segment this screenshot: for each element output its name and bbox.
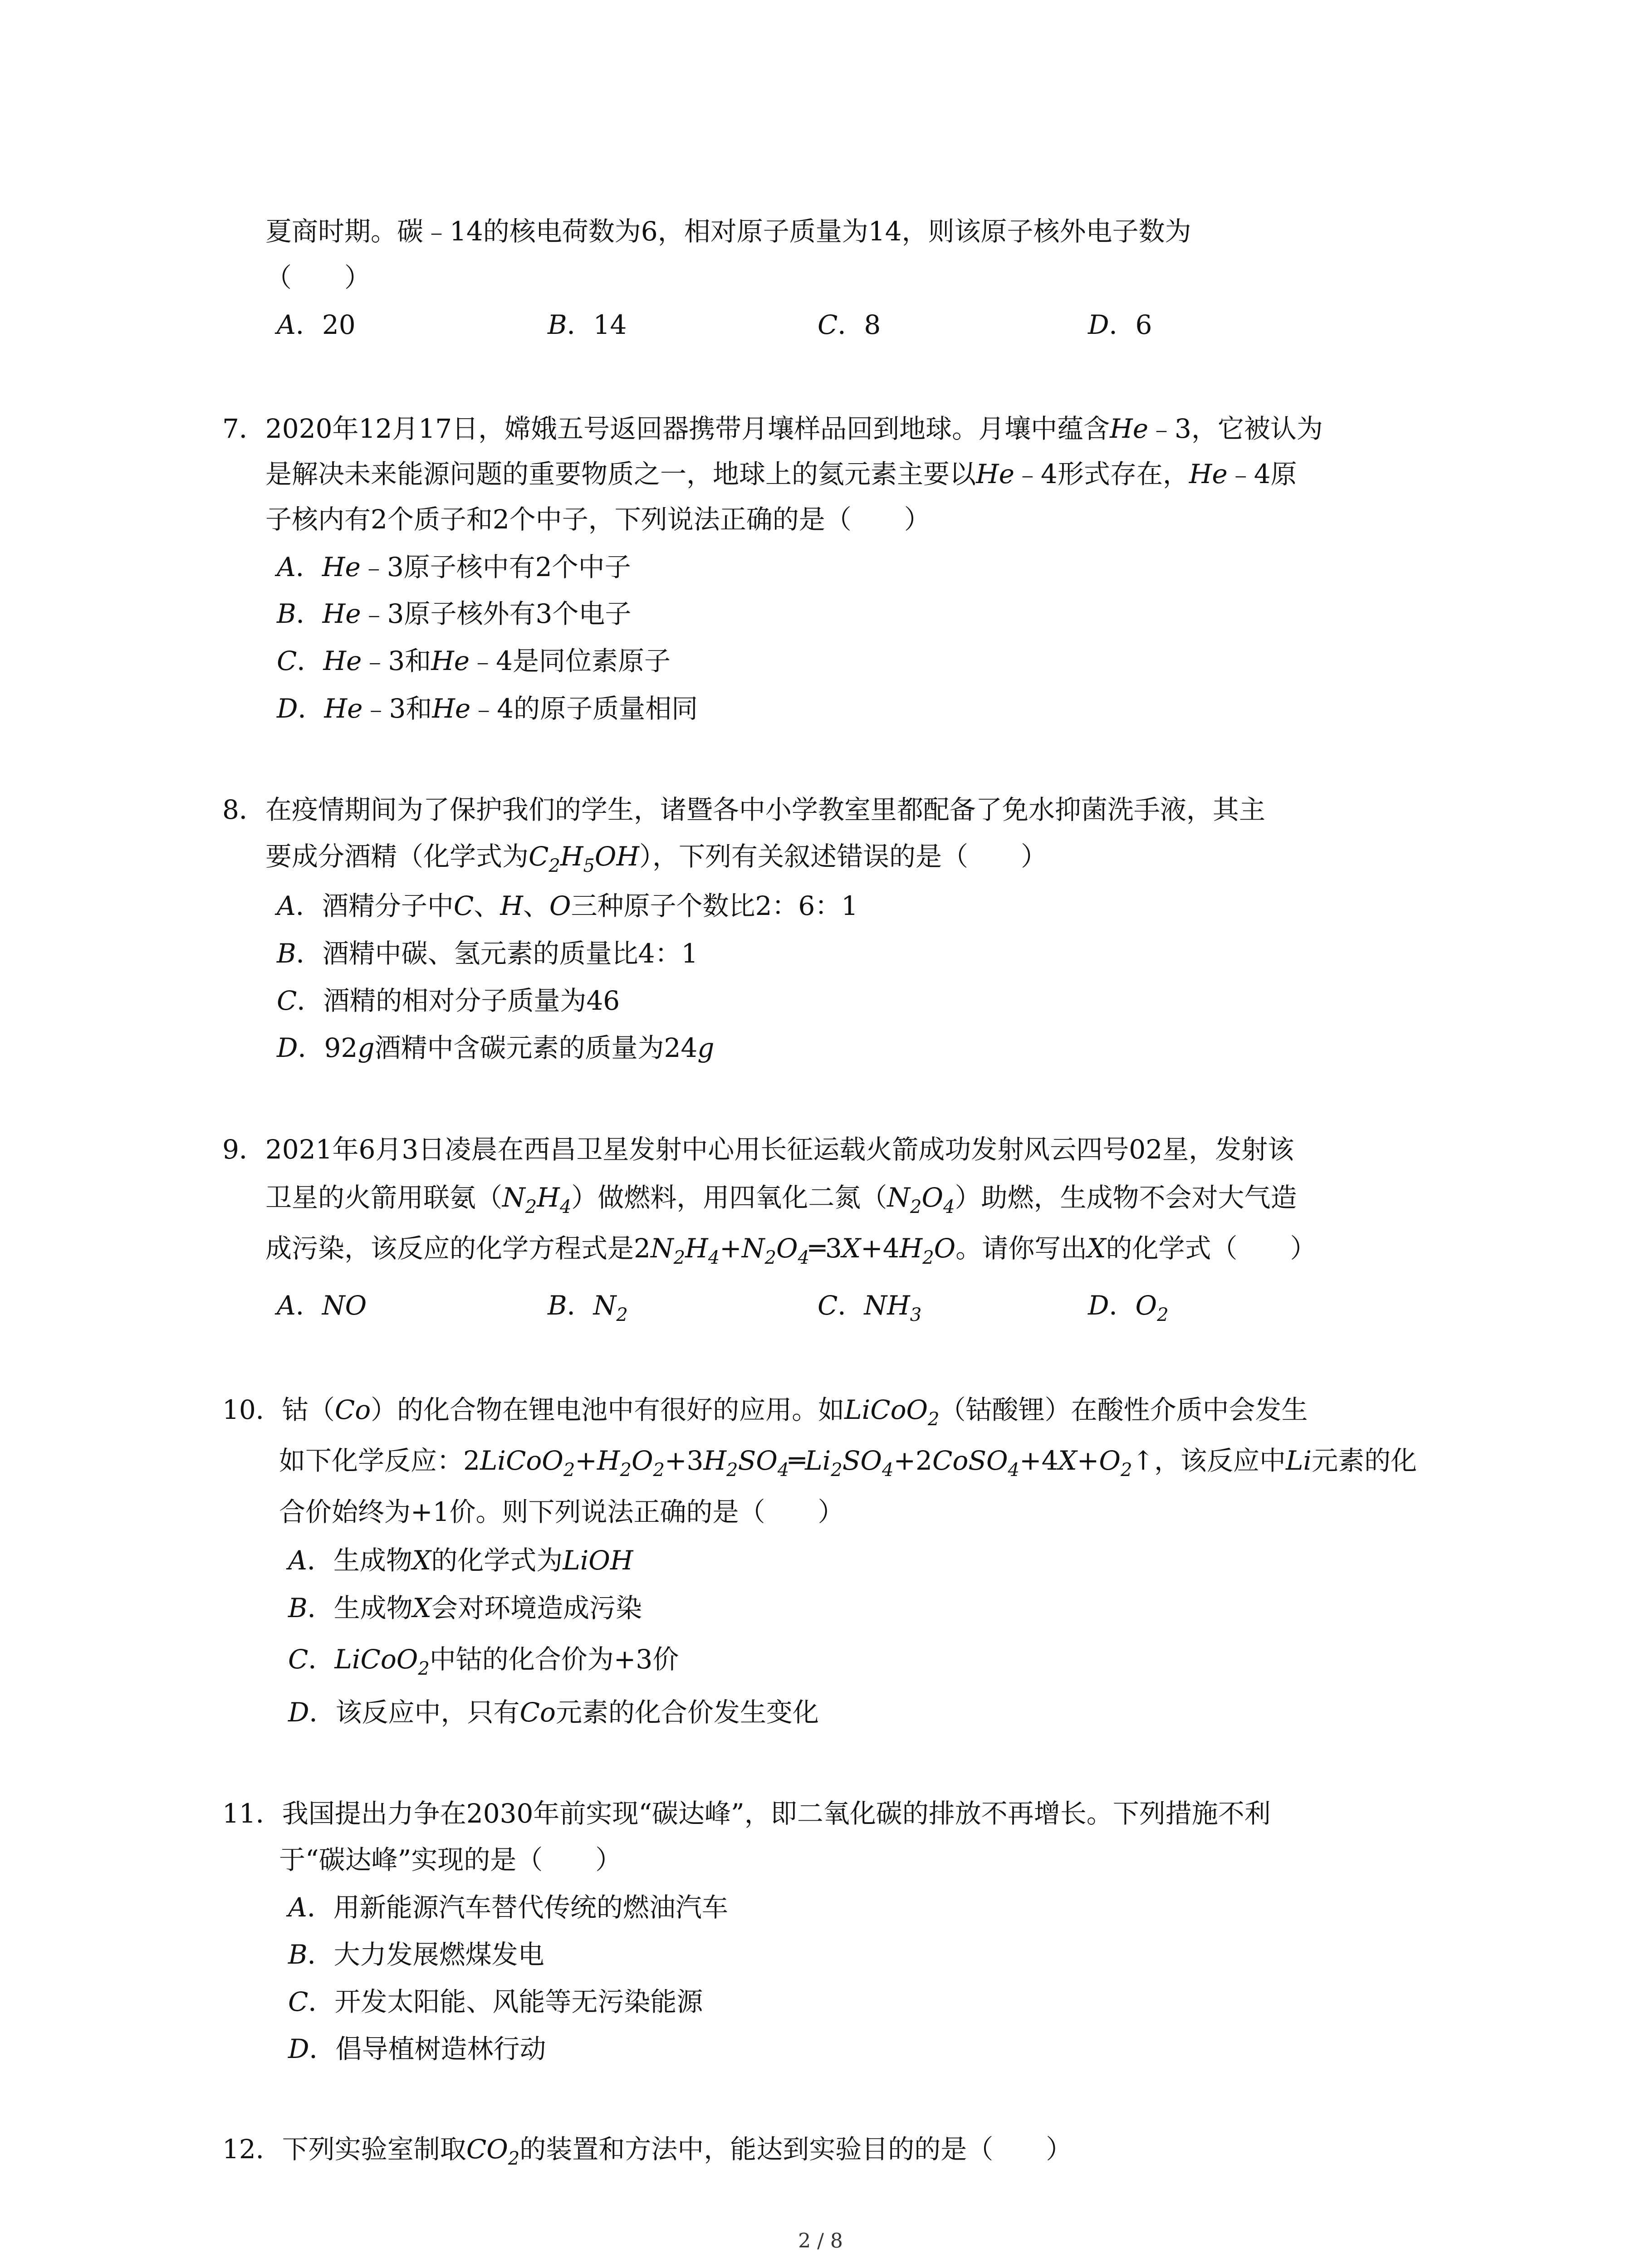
q10-stem-line-2: 如下化学反应：$2LiCoO_2+H_2O_2+3H_2SO_4═Li_2SO_4+2CoSO_4+4X+O_2↑$，该反应中Li元素的化 (279, 1445, 1417, 1481)
q10-option-a: A．生成物X的化学式为LiOH (288, 1545, 633, 1576)
q10-option-d: D．该反应中，只有Co元素的化合价发生变化 (288, 1697, 819, 1728)
q7-option-c: C．He﹣3和He﹣4是同位素原子 (277, 645, 671, 676)
q11-option-c: C．开发太阳能、风能等无污染能源 (288, 1986, 703, 2017)
q8-stem-line-2: 要成分酒精（化学式为$C_2H_5OH$），下列有关叙述错误的是（ ） (265, 841, 1048, 876)
q9-option-d: D．$O_2$ (1088, 1290, 1169, 1325)
q9-stem-line-2: 卫星的火箭用联氨$(N_2H_4)$做燃料，用四氧化二氮$(N_2O_4)$助燃，生成物不会对大气造 (265, 1182, 1297, 1217)
q11-stem-line-2: 于“碳达峰”实现的是（ ） (279, 1844, 622, 1875)
q8-option-b: B．酒精中碳、氢元素的质量比4：1 (277, 938, 698, 969)
q8-stem-line-1: 8．在疫情期间为了保护我们的学生，诸暨各中小学教室里都配备了免水抑菌洗手液，其主 (222, 794, 1265, 825)
q9-stem-line-3: 成污染，该反应的化学方程式是$2N_2H_4+N_2O_4═3X+4H_2O$。请你写出X的化学式（ ） (265, 1233, 1317, 1268)
q10-option-b: B．生成物X会对环境造成污染 (288, 1593, 642, 1623)
q11-option-a: A．用新能源汽车替代传统的燃油汽车 (288, 1892, 728, 1923)
q10-option-c: C．LiCoO$_2$中钴的化合价为+3价 (288, 1644, 679, 1679)
q9-option-a: A．NO (277, 1290, 367, 1321)
q9-stem-line-1: 9．2021年6月3日凌晨在西昌卫星发射中心用长征运载火箭成功发射风云四号02星，发射该 (222, 1134, 1294, 1165)
q11-option-d: D．倡导植树造林行动 (288, 2033, 546, 2064)
q8-option-c: C．酒精的相对分子质量为46 (277, 985, 620, 1016)
q8-option-a: A．酒精分子中C、H、O三种原子个数比2：6：1 (277, 890, 858, 921)
q10-stem-line-1: 10．钴（Co）的化合物在锂电池中有很好的应用。如LiCoO$_2$（钴酸锂）在酸性介质中会发生 (222, 1394, 1308, 1430)
q7-stem-line-3: 子核内有2个质子和2个中子，下列说法正确的是（ ） (265, 504, 931, 535)
q6-option-c: C．8 (818, 309, 881, 340)
q7-stem-line-1: 7．2020年12月17日，嫦娥五号返回器携带月壤样品回到地球。月壤中蕴含He﹣3，它被认为 (222, 413, 1323, 444)
q6-option-a: A．20 (277, 309, 356, 340)
q8-option-d: D．92g酒精中含碳元素的质量为24g (277, 1032, 715, 1063)
q6-option-d: D．6 (1088, 309, 1152, 340)
q12-stem-line-1: 12．下列实验室制取$CO_2$的装置和方法中，能达到实验目的的是（ ） (222, 2134, 1073, 2169)
page-number: 2 / 8 (798, 2229, 843, 2253)
q11-stem-line-1: 11．我国提出力争在2030年前实现“碳达峰”，即二氧化碳的排放不再增长。下列措施不利 (222, 1798, 1271, 1829)
q9-option-c: C．$NH_3$ (818, 1290, 922, 1325)
q7-option-d: D．He﹣3和He﹣4的原子质量相同 (277, 693, 698, 724)
q6-option-b: B．14 (548, 309, 627, 340)
q7-option-b: B．He﹣3原子核外有3个电子 (277, 598, 632, 629)
q6-stem-line-1: 夏商时期。碳﹣14的核电荷数为6，相对原子质量为14，则该原子核外电子数为 (265, 216, 1191, 247)
q11-option-b: B．大力发展燃煤发电 (288, 1939, 544, 1970)
q6-stem-line-2: （ ） (265, 262, 371, 293)
q7-option-a: A．He﹣3原子核中有2个中子 (277, 552, 631, 582)
q9-option-b: B．$N_2$ (548, 1290, 628, 1325)
q7-stem-line-2: 是解决未来能源问题的重要物质之一，地球上的氦元素主要以He﹣4形式存在，He﹣4原 (265, 459, 1297, 489)
q10-stem-line-3: 合价始终为+1价。则下列说法正确的是（ ） (279, 1496, 844, 1527)
